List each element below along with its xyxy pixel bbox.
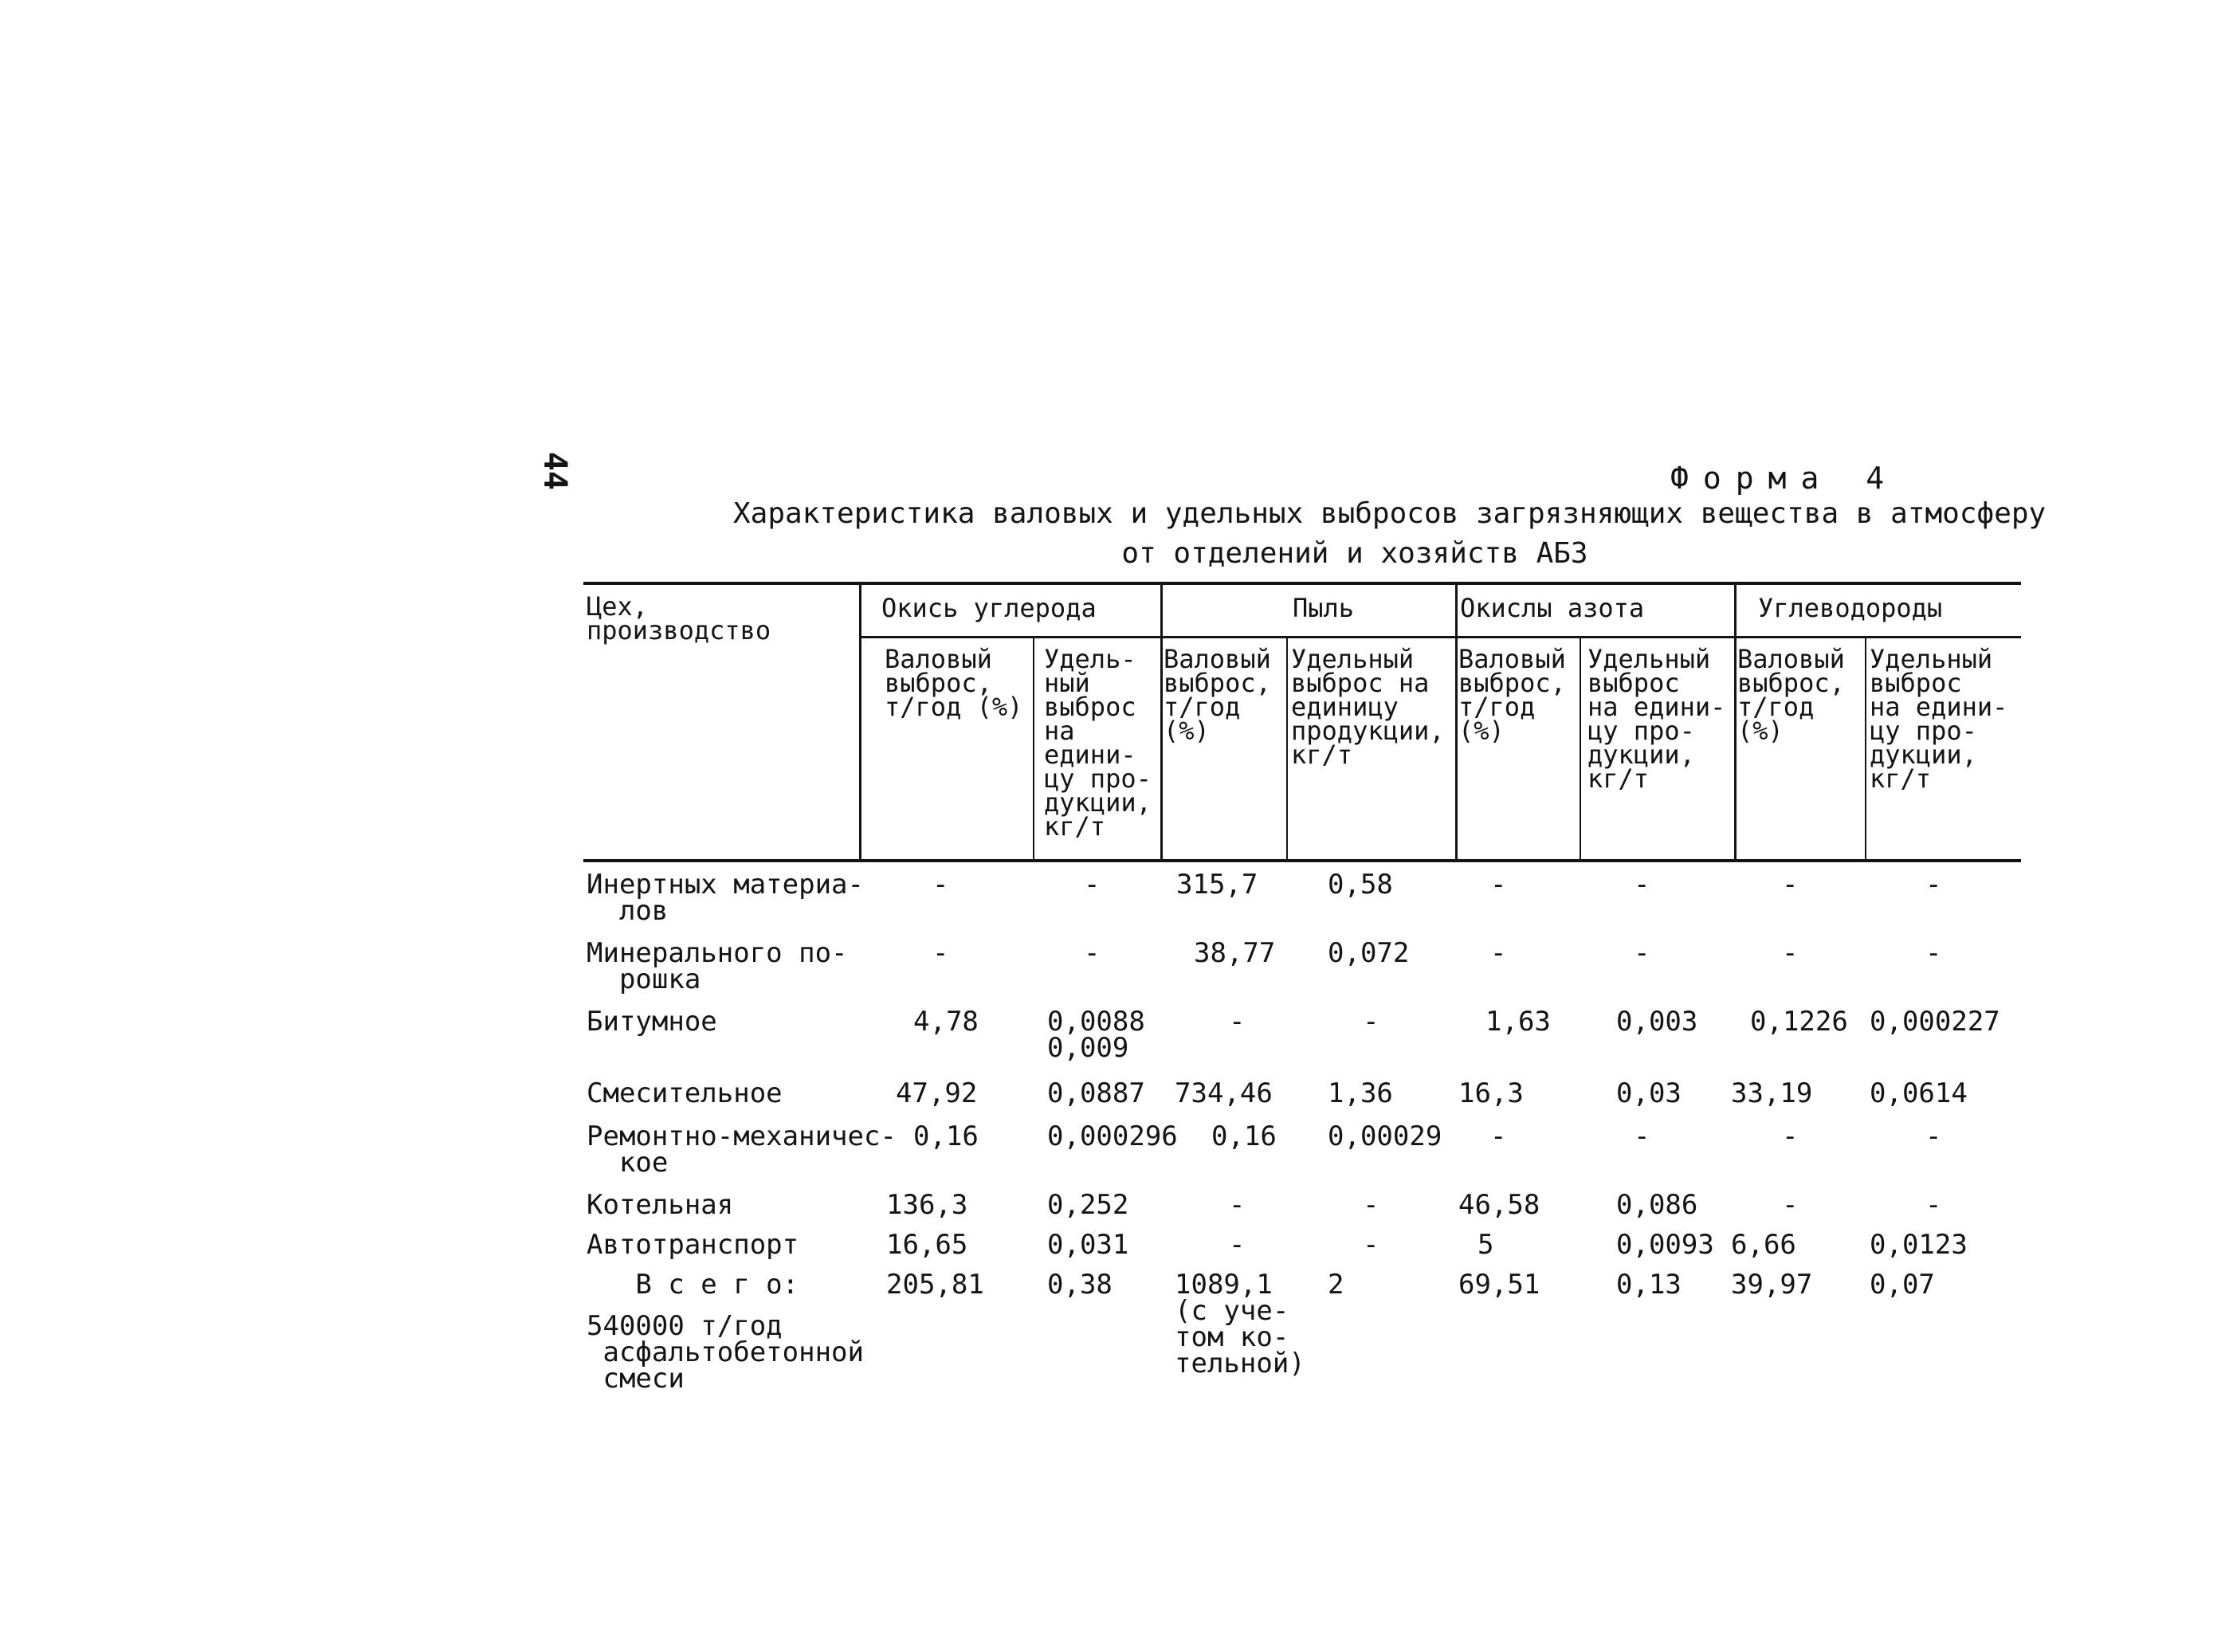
- table-cell: -: [1925, 869, 1942, 901]
- table-cell: -: [1084, 869, 1101, 901]
- subheader-hc-specific: Удельный выброс на едини- цу про- дукции, кг/т: [1870, 644, 2008, 794]
- table-cell: -: [1634, 1120, 1650, 1152]
- document-title: [733, 494, 2047, 574]
- table-cell: -: [1229, 1189, 1246, 1221]
- table-cell: -: [1925, 1120, 1942, 1152]
- title-line-1: Характеристика валовых и удельных выбросов загрязняющих вещества в атмосферу: [733, 497, 2047, 530]
- subheader-dust-gross: Валовый выброс, т/год (%): [1164, 644, 1271, 746]
- table-cell: 0,000296: [1047, 1120, 1178, 1152]
- table-cell: 0,1226: [1750, 1006, 1848, 1038]
- table-cell: 0,16: [913, 1120, 979, 1152]
- table-cell: 69,51: [1458, 1269, 1540, 1301]
- title-line-2: от отделений и хозяйств АБЗ: [1121, 537, 1588, 570]
- table-cell: 0,031: [1047, 1229, 1129, 1261]
- col-divider-6: [1580, 638, 1581, 861]
- table-cell: 0,07: [1870, 1269, 1935, 1301]
- table-cell: -: [1782, 937, 1799, 969]
- table-cell: -: [1229, 1229, 1246, 1261]
- subheader-nox-gross: Валовый выброс, т/год (%): [1458, 644, 1566, 746]
- table-cell: 39,97: [1731, 1269, 1813, 1301]
- row-name: Инертных материа- лов: [587, 869, 864, 927]
- col-divider-4: [1286, 638, 1288, 861]
- col-divider-2: [1033, 638, 1034, 861]
- table-cell: 2: [1328, 1269, 1344, 1301]
- table-cell: 1,36: [1328, 1077, 1393, 1109]
- row-name: Автотранспорт: [587, 1229, 799, 1261]
- table-cell: 315,7: [1176, 869, 1258, 901]
- table-cell: 16,65: [886, 1229, 968, 1261]
- col-divider-5: [1455, 582, 1458, 861]
- table-cell: 0,0614: [1870, 1077, 1968, 1109]
- table-cell: -: [1782, 869, 1799, 901]
- table-cell: 0,000227: [1870, 1006, 2000, 1038]
- table-cell: 47,92: [896, 1077, 978, 1109]
- table-cell: 6,66: [1731, 1229, 1796, 1261]
- table-cell: 734,46: [1175, 1077, 1273, 1109]
- row-name-total: В с е г о:: [587, 1269, 799, 1301]
- table-cell: 46,58: [1458, 1189, 1540, 1221]
- table-cell: 136,3: [886, 1189, 968, 1221]
- footer-note: 540000 т/год асфальтобетонной смеси: [587, 1310, 864, 1395]
- table-cell: -: [1925, 1189, 1942, 1221]
- table-cell: -: [1363, 1189, 1379, 1221]
- row-name: Ремонтно-механичес- кое: [587, 1120, 897, 1179]
- col-divider-7: [1734, 582, 1737, 861]
- table-cell: 4,78: [913, 1006, 979, 1038]
- table-cell: 0,58: [1328, 869, 1393, 901]
- table-cell: -: [1634, 937, 1650, 969]
- subheader-dust-specific: Удельный выброс на единицу продукции, кг/т: [1291, 644, 1445, 770]
- table-cell: 0,13: [1616, 1269, 1682, 1301]
- header-shop: Цех, производство: [587, 591, 771, 645]
- table-cell: -: [1490, 937, 1507, 969]
- table-cell: 205,81: [886, 1269, 984, 1301]
- table-cell: -: [1782, 1120, 1799, 1152]
- table-cell: -: [1084, 937, 1101, 969]
- page-number: 44: [536, 451, 574, 491]
- table-cell: 0,03: [1616, 1077, 1682, 1109]
- table-cell: -: [1490, 869, 1507, 901]
- table-cell: 1,63: [1485, 1006, 1551, 1038]
- table-cell: -: [932, 869, 949, 901]
- table-cell: 16,3: [1458, 1077, 1524, 1109]
- table-cell: -: [1229, 1006, 1246, 1038]
- table-cell: 0,072: [1328, 937, 1410, 969]
- col-divider-8: [1865, 638, 1866, 861]
- table-cell: 1089,1 (с уче- том ко- тельной): [1175, 1269, 1305, 1379]
- table-cell: 0,0887: [1047, 1077, 1145, 1109]
- table-cell: -: [1634, 869, 1650, 901]
- table-cell: -: [932, 937, 949, 969]
- form-label: Форма 4: [1670, 461, 1899, 496]
- table-cell: 33,19: [1731, 1077, 1813, 1109]
- table-cell: 0,252: [1047, 1189, 1129, 1221]
- table-cell: -: [1363, 1006, 1379, 1038]
- header-bottom-border: [583, 859, 2021, 862]
- subheader-hc-gross: Валовый выброс, т/год (%): [1737, 644, 1845, 746]
- table-top-border: [583, 582, 2021, 585]
- table-cell: -: [1925, 937, 1942, 969]
- table-cell: 0,16: [1211, 1120, 1277, 1152]
- table-cell: 0,38: [1047, 1269, 1113, 1301]
- table-cell: -: [1490, 1120, 1507, 1152]
- table-cell: 0,0093: [1616, 1229, 1714, 1261]
- row-name: Битумное: [587, 1006, 717, 1038]
- table-cell: 0,00029: [1328, 1120, 1442, 1152]
- subheader-nox-specific: Удельный выброс на едини- цу про- дукции, кг/т: [1587, 644, 1726, 794]
- table-cell: 38,77: [1194, 937, 1276, 969]
- table-cell: -: [1363, 1229, 1379, 1261]
- table-cell: -: [1782, 1189, 1799, 1221]
- subheader-co-specific: Удель- ный выброс на едини- цу про- дукции, кг/т: [1044, 644, 1152, 842]
- group-carbon-monoxide: Окись углерода: [881, 593, 1097, 623]
- row-name: Смесительное: [587, 1077, 783, 1109]
- table-cell: 5: [1478, 1229, 1494, 1261]
- row-name: Минерального по- рошка: [587, 937, 848, 995]
- subheader-co-gross: Валовый выброс, т/год (%): [885, 644, 1023, 722]
- row-name: Котельная: [587, 1189, 734, 1221]
- table-cell: 0,0123: [1870, 1229, 1968, 1261]
- col-divider-3: [1160, 582, 1163, 861]
- col-divider-1: [859, 582, 861, 861]
- table-cell: 0,003: [1616, 1006, 1698, 1038]
- group-dust: Пыль: [1293, 593, 1355, 623]
- group-hydrocarbons: Углеводороды: [1758, 593, 1943, 623]
- table-cell: 0,0088 0,009: [1047, 1006, 1145, 1064]
- table-cell: 0,086: [1616, 1189, 1698, 1221]
- group-nitrogen-oxides: Окислы азота: [1460, 593, 1645, 623]
